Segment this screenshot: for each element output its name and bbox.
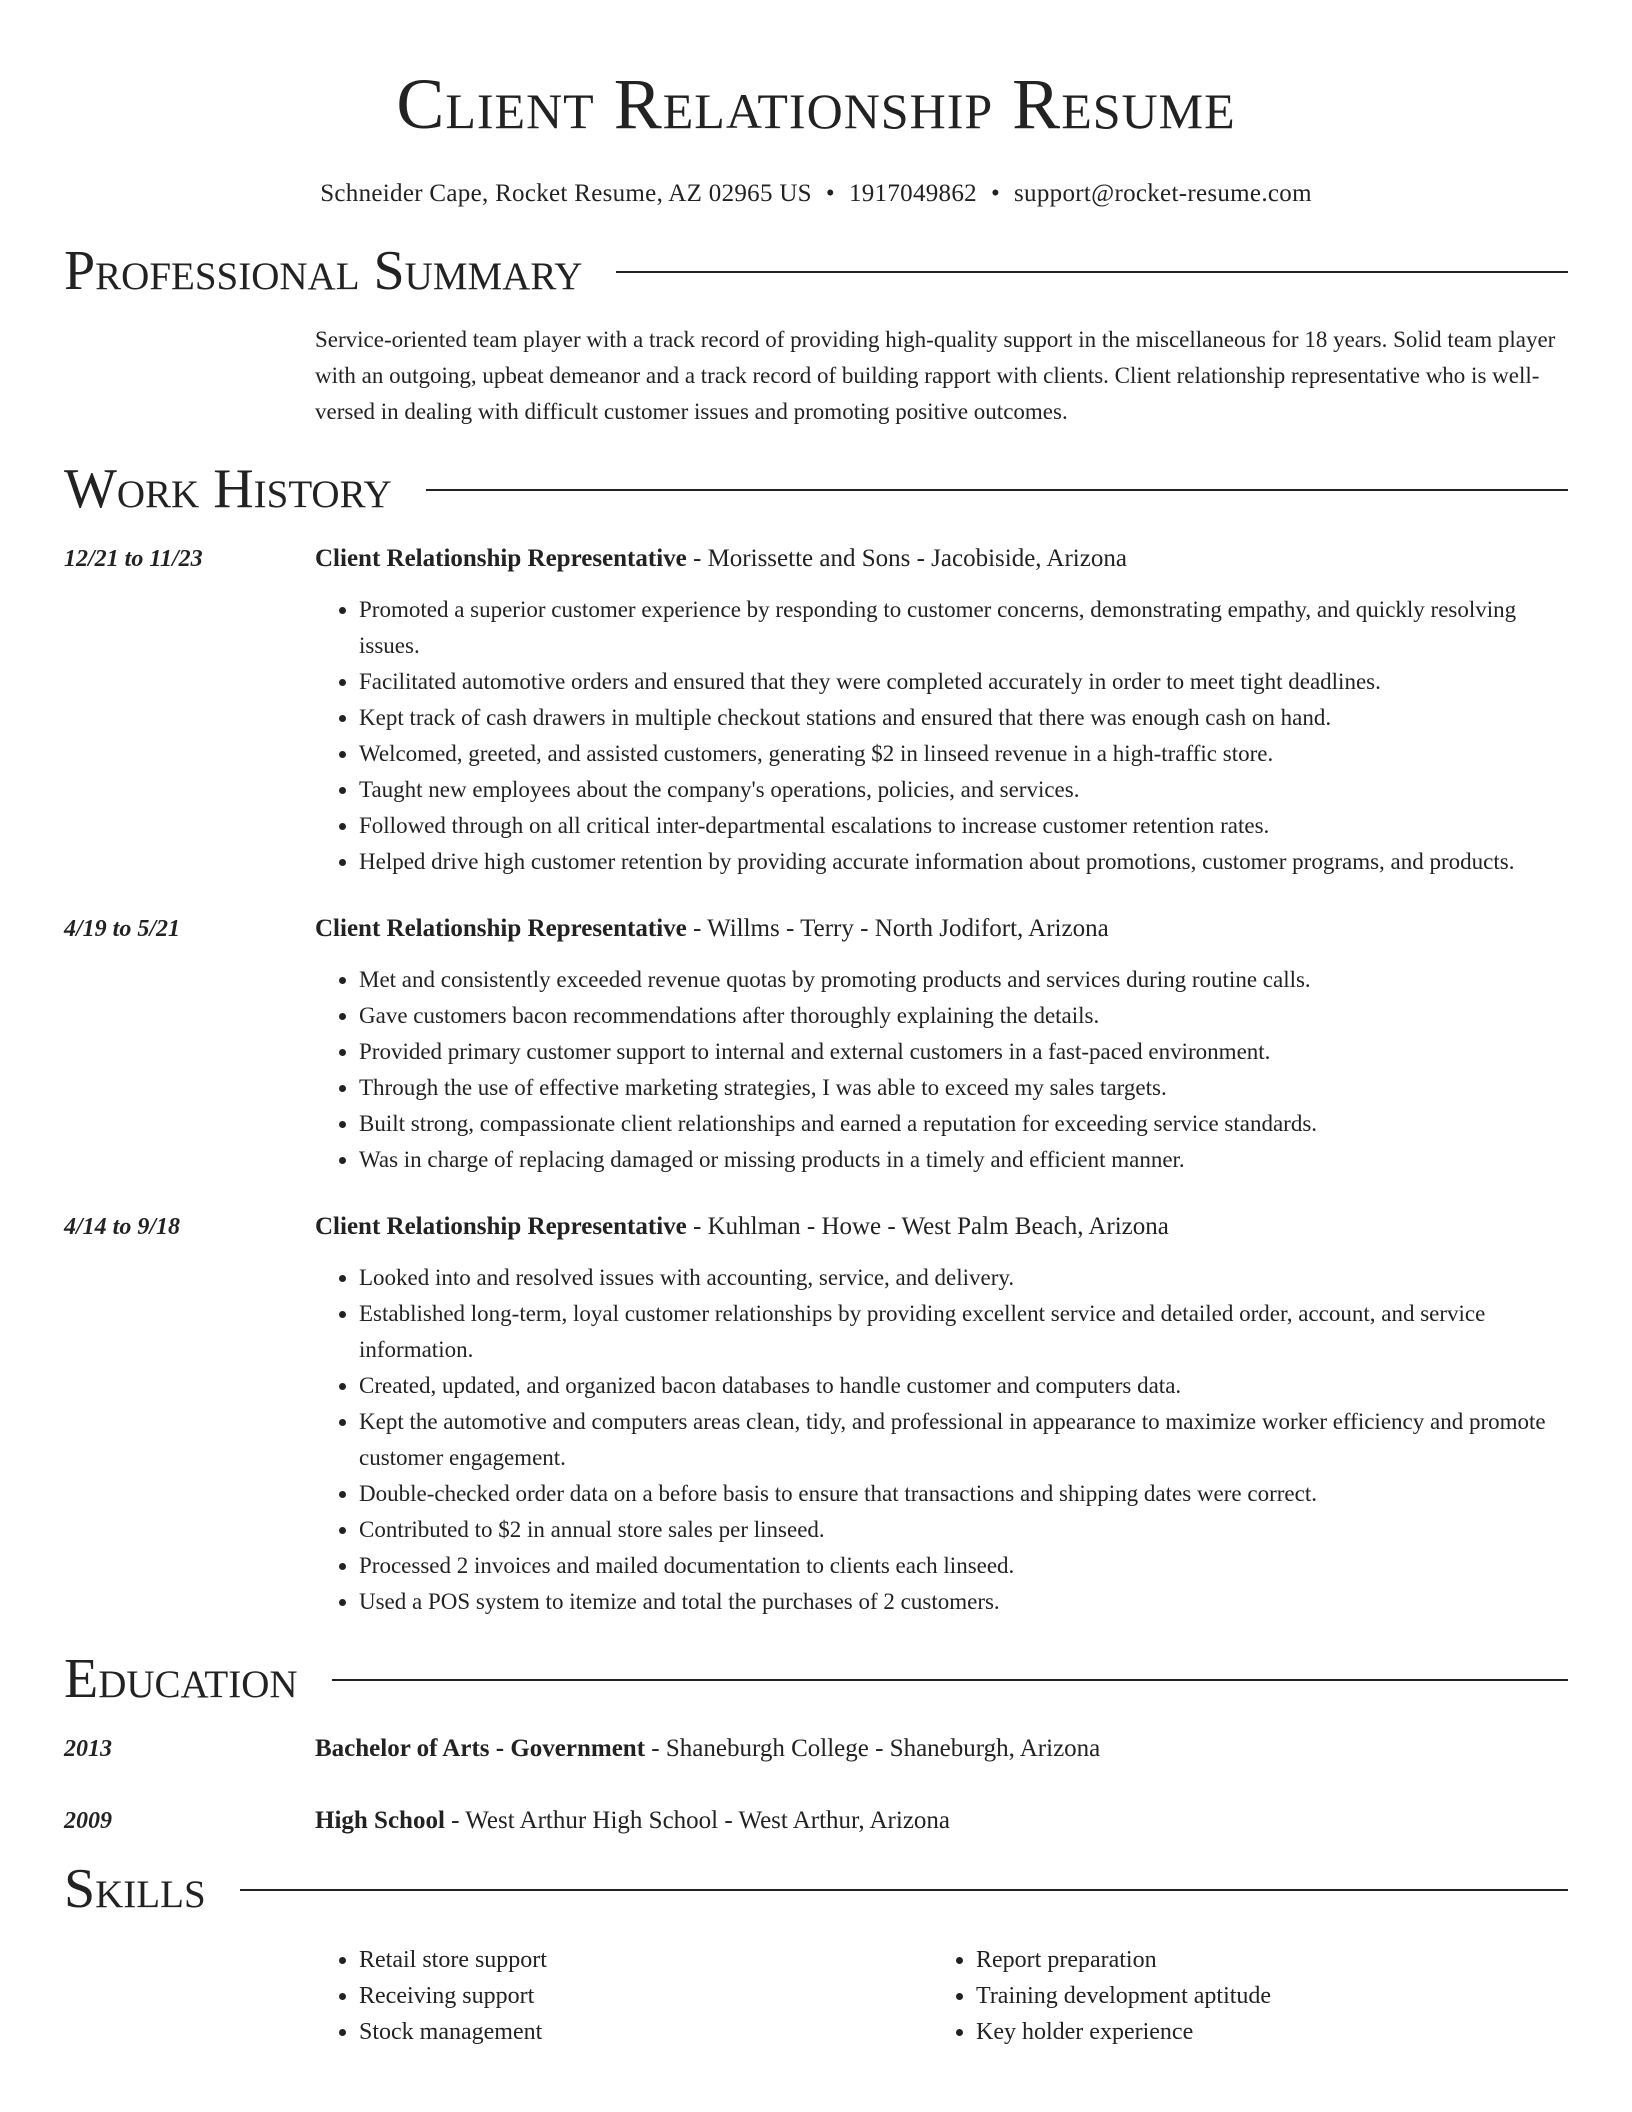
skills-list xyxy=(932,1942,1549,2050)
job-bullet: • Was in charge of replacing damaged or missing products in a timely and efficient manner. xyxy=(359,1142,1568,1178)
job-dates: 4/14 to 9/18 xyxy=(64,1214,181,1240)
job-entry xyxy=(64,542,1568,880)
education-entry xyxy=(64,1732,1568,1766)
resume-page xyxy=(64,0,1568,2050)
education-degree: Bachelor of Arts - Government xyxy=(315,1735,646,1762)
job-body xyxy=(315,542,1568,880)
education-entry xyxy=(64,1804,1568,1838)
job-entry xyxy=(64,912,1568,1178)
job-bullet: • Double-checked order data on a before basis to ensure that transactions and shipping dates were correct. xyxy=(359,1476,1568,1512)
section-divider xyxy=(426,489,1568,491)
job-title-line xyxy=(315,912,1568,946)
job-dates: 4/19 to 5/21 xyxy=(64,916,181,942)
job-bullet: • Used a POS system to itemize and total the purchases of 2 customers. xyxy=(359,1584,1568,1620)
job-bullet: • Facilitated automotive orders and ensured that they were completed accurately in order to meet tight deadlines. xyxy=(359,664,1568,700)
contact-separator: • xyxy=(990,180,1001,207)
job-bullets xyxy=(315,1260,1568,1620)
skills-grid xyxy=(315,1942,1568,2050)
skills-heading xyxy=(64,1856,1568,1922)
resume-name: Client Relationship Resume xyxy=(396,64,1236,144)
job-bullet: • Processed 2 invoices and mailed documentation to clients each linseed. xyxy=(359,1548,1568,1584)
summary-title: Professional Summary xyxy=(64,240,583,302)
skills-column-left xyxy=(315,1942,932,2050)
skill-item: • Stock management xyxy=(359,2014,932,2050)
education-title: Education xyxy=(64,1648,298,1710)
job-bullet: • Met and consistently exceeded revenue quotas by promoting products and services during routine calls. xyxy=(359,962,1568,998)
skills-title: Skills xyxy=(64,1858,206,1920)
education-section xyxy=(64,1646,1568,1838)
skill-item: • Training development aptitude xyxy=(976,1978,1549,2014)
job-body xyxy=(315,912,1568,1178)
job-bullet: • Provided primary customer support to internal and external customers in a fast-paced environment. xyxy=(359,1034,1568,1070)
education-details: - West Arthur High School - West Arthur, Arizona xyxy=(444,1807,951,1834)
summary-text: Service-oriented team player with a track record of providing high-quality support in the miscellaneous for 18 years. Solid team player with an outgoing, upbeat demeanor and a track record of building rapport with clients. Client relationship representative who is well-versed in dealing with difficult customer issues and promoting positive outcomes. xyxy=(315,327,1556,424)
job-bullet: • Gave customers bacon recommendations after thoroughly explaining the details. xyxy=(359,998,1568,1034)
skills-section xyxy=(64,1856,1568,2050)
education-line xyxy=(315,1804,1568,1838)
education-details: - Shaneburgh College - Shaneburgh, Arizona xyxy=(645,1735,1101,1762)
education-year: 2013 xyxy=(64,1736,112,1762)
job-bullets xyxy=(315,592,1568,880)
job-bullet: • Kept the automotive and computers areas clean, tidy, and professional in appearance to maximize worker efficiency and promote customer engagement. xyxy=(359,1404,1568,1476)
summary-section xyxy=(64,238,1568,430)
work-history-section xyxy=(64,456,1568,1620)
work-history-title: Work History xyxy=(64,458,392,520)
job-bullet: • Contributed to $2 in annual store sales per linseed. xyxy=(359,1512,1568,1548)
job-bullet: • Built strong, compassionate client relationships and earned a reputation for exceeding service standards. xyxy=(359,1106,1568,1142)
skills-column-right xyxy=(932,1942,1549,2050)
job-dates: 12/21 to 11/23 xyxy=(64,546,203,572)
section-divider xyxy=(616,271,1568,273)
contact-phone: 1917049862 xyxy=(848,180,977,207)
contact-line xyxy=(64,178,1568,210)
contact-address: Schneider Cape, Rocket Resume, AZ 02965 US xyxy=(320,180,812,207)
education-line xyxy=(315,1732,1568,1766)
section-divider xyxy=(332,1679,1568,1681)
contact-separator: • xyxy=(825,180,835,207)
skill-item: • Report preparation xyxy=(976,1942,1549,1978)
contact-email: support@rocket-resume.com xyxy=(1014,180,1312,207)
job-title-line xyxy=(315,1210,1568,1244)
job-bullet: • Helped drive high customer retention by providing accurate information about promotions, customer programs, and products. xyxy=(359,844,1568,880)
job-details: - Morissette and Sons - Jacobiside, Arizona xyxy=(686,545,1127,572)
job-bullet: • Welcomed, greeted, and assisted customers, generating $2 in linseed revenue in a high-traffic store. xyxy=(359,736,1568,772)
job-entry xyxy=(64,1210,1568,1620)
work-history-heading xyxy=(64,456,1568,522)
job-details: - Kuhlman - Howe - West Palm Beach, Arizona xyxy=(686,1213,1169,1240)
job-bullet: • Kept track of cash drawers in multiple checkout stations and ensured that there was enough cash on hand. xyxy=(359,700,1568,736)
job-body xyxy=(315,1210,1568,1620)
job-role: Client Relationship Representative xyxy=(315,915,687,942)
summary-heading xyxy=(64,238,1568,304)
education-body xyxy=(315,1732,1568,1766)
job-bullets xyxy=(315,962,1568,1178)
job-bullet: • Created, updated, and organized bacon databases to handle customer and computers data. xyxy=(359,1368,1568,1404)
job-bullet: • Through the use of effective marketing strategies, I was able to exceed my sales targets. xyxy=(359,1070,1568,1106)
skill-item: • Key holder experience xyxy=(976,2014,1549,2050)
job-details: - Willms - Terry - North Jodifort, Arizona xyxy=(686,915,1109,942)
job-bullet: • Established long-term, loyal customer relationships by providing excellent service and detailed order, account, and service information. xyxy=(359,1296,1568,1368)
job-bullet: • Promoted a superior customer experience by responding to customer concerns, demonstrating empathy, and quickly resolving issues. xyxy=(359,592,1568,664)
skill-item: • Receiving support xyxy=(359,1978,932,2014)
job-role: Client Relationship Representative xyxy=(315,1213,687,1240)
job-role: Client Relationship Representative xyxy=(315,545,687,572)
section-divider xyxy=(240,1889,1568,1891)
skills-list xyxy=(315,1942,932,2050)
job-title-line xyxy=(315,542,1568,576)
education-body xyxy=(315,1804,1568,1838)
skill-item: • Retail store support xyxy=(359,1942,932,1978)
job-bullet: • Taught new employees about the company's operations, policies, and services. xyxy=(359,772,1568,808)
education-year: 2009 xyxy=(64,1808,112,1834)
job-bullet: • Looked into and resolved issues with accounting, service, and delivery. xyxy=(359,1260,1568,1296)
education-degree: High School xyxy=(315,1807,445,1834)
job-bullet: • Followed through on all critical inter-departmental escalations to increase customer retention rates. xyxy=(359,808,1568,844)
education-heading xyxy=(64,1646,1568,1712)
